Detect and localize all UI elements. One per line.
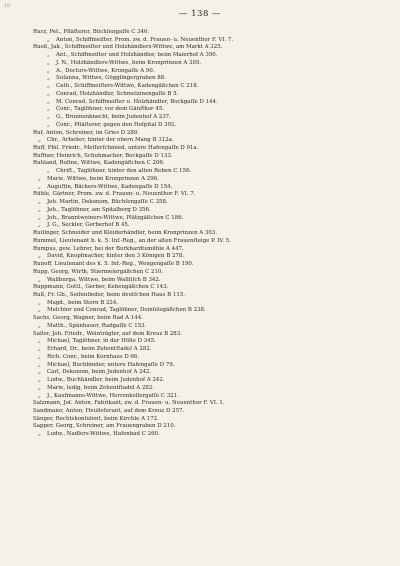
- directory-entry: [33, 393, 383, 401]
- entry-text: Joh. Martin, Dekonom, Büchſengaſſe C 358.: [47, 199, 168, 206]
- directory-entry: [33, 230, 383, 238]
- ditto-mark: „: [47, 114, 50, 121]
- directory-entry: [33, 168, 383, 176]
- entry-text: J. G., Seckler, Gerberhof B 45.: [47, 222, 130, 229]
- entry-text: Rummel, Lieutenant b. k. 5. Inf.-Reg., an der alten Frauenſteige P. IV. 5.: [33, 237, 231, 244]
- ditto-mark: „: [38, 214, 41, 221]
- entry-text: Ruffner, Heinrich, Schuhmacher, Bockgaſſe D 133.: [33, 152, 173, 159]
- directory-entry: [33, 246, 383, 254]
- directory-entry: [33, 346, 383, 354]
- ditto-mark: „: [47, 168, 50, 175]
- entry-text: Ludw., Buchhändler, beim Judenhof A 242.: [47, 377, 165, 384]
- directory-entry: [33, 261, 383, 269]
- directory-entry: [33, 331, 383, 339]
- directory-entry: [33, 83, 383, 91]
- directory-entry: [33, 37, 383, 45]
- entry-text: Chriſt., Taglöhner, hinter den alten Reben C 156.: [56, 168, 192, 175]
- ditto-mark: „: [47, 67, 50, 74]
- entry-text: Sänger, Rechtskonſulent, beim Kirchle A 172.: [33, 415, 159, 422]
- entry-text: Carl, Dekonom, beim Judenhof A 242.: [47, 369, 152, 376]
- ditto-mark: „: [47, 106, 50, 113]
- entry-text: Ruppmann, Gottl., Gerber, Kebengäßchen C 143.: [33, 284, 169, 291]
- directory-entry: [33, 99, 383, 107]
- entry-text: Rich. Conr., beim Kornhaus D 66.: [47, 353, 140, 360]
- directory-entry: [33, 145, 383, 153]
- directory-entry: [33, 400, 383, 408]
- directory-entry: [33, 160, 383, 168]
- entry-text: Marie, ledig, beim Zehentſtadel A 282.: [47, 384, 155, 391]
- directory-entry: [33, 385, 383, 393]
- entry-text: J. N., Holzhändlers-Wittwe, beim Kronprinzen A 305.: [56, 59, 202, 66]
- directory-entry: [33, 377, 383, 385]
- ditto-mark: „: [38, 175, 41, 182]
- directory-entry: [33, 176, 383, 184]
- ditto-mark: „: [47, 52, 50, 59]
- ditto-mark: „: [38, 322, 41, 329]
- entry-text: Erhard, Dr., beim Zehentſtadel A 282.: [47, 346, 152, 353]
- entry-text: Sailer, Joh. Friedr., Weinträgler, auf dem Kreuz B 283.: [33, 330, 182, 337]
- directory-entry: [33, 284, 383, 292]
- directory-entry: [33, 91, 383, 99]
- entry-text: Melchior und Conrad, Taglöhner, Deinſelsgäßchen B 238.: [47, 307, 206, 314]
- entry-text: M. Conrad, Schiffmeiſter u. Holzhändler, Bockgaſſe D 144.: [56, 98, 218, 105]
- entry-text: Salzmann, Joſ. Anton, Fabrikant, zw. d. Frauen- u. Neuenthor F. VI. 1.: [33, 400, 225, 407]
- corner-mark: 10: [4, 3, 11, 9]
- ditto-mark: „: [38, 338, 41, 345]
- directory-entry: [33, 362, 383, 370]
- ditto-mark: „: [38, 253, 41, 260]
- directory-entry: [33, 29, 383, 37]
- directory-entry: [33, 238, 383, 246]
- entry-text: Auguſtin, Bäckers-Wittwe, Kadengaſſe D 154.: [47, 183, 173, 190]
- directory-entry: [33, 215, 383, 223]
- directory-entry: [33, 75, 383, 83]
- directory-entry: [33, 354, 383, 362]
- directory-entry: [33, 408, 383, 416]
- ditto-mark: „: [47, 59, 50, 66]
- entry-text: Rumpus, gew. Lehrer, bei der Burkhardtsmühle A 447.: [33, 245, 184, 252]
- entry-text: Ant., Schiffmeiſter und Holzhändler, beim Maierhof A 390.: [56, 52, 218, 59]
- directory-entry: [33, 269, 383, 277]
- entry-text: J., Kaufmanns-Wittwe, Herrenkellergaſſe C 321.: [47, 392, 179, 399]
- directory-entry: [33, 153, 383, 161]
- directory-entry: [33, 423, 383, 431]
- entry-text: Chr., Arbeiter, hinter der obern Mang B 312a.: [47, 137, 174, 144]
- directory-entry: [33, 323, 383, 331]
- directory-entry: [33, 60, 383, 68]
- ditto-mark: „: [47, 83, 50, 90]
- entry-text: Magd., beim Stern B 224.: [47, 299, 119, 306]
- directory-entry: [33, 106, 383, 114]
- ditto-mark: „: [38, 369, 41, 376]
- ditto-mark: „: [38, 183, 41, 190]
- entry-text: Conr., Pfläſterer, gegen den Hoſpital D 392.: [56, 121, 177, 128]
- directory-entry: [33, 277, 383, 285]
- ditto-mark: „: [38, 346, 41, 353]
- directory-entry: [33, 431, 383, 439]
- entry-text: Ruiſinger, Schneider und Kleiderhändler, beim Kronprinzen A 303.: [33, 230, 218, 237]
- directory-entry: [33, 222, 383, 230]
- directory-entry: [33, 307, 383, 315]
- ditto-mark: „: [38, 431, 41, 438]
- directory-entry: [33, 191, 383, 199]
- entry-text: Runoff, Lieutenant des k. 5. Inf.-Reg., Wengengaſſe B 190.: [33, 261, 194, 268]
- directory-entry: [33, 68, 383, 76]
- entry-text: Rupp, Georg, Wirth, Stiermeiergäßchen C 210.: [33, 268, 164, 275]
- ditto-mark: „: [38, 222, 41, 229]
- directory-entry: [33, 315, 383, 323]
- ditto-mark: „: [38, 384, 41, 391]
- entry-text: David, Knopfmacher, hinter den 3 Königen B 278.: [47, 253, 185, 260]
- ditto-mark: „: [47, 98, 50, 105]
- entry-text: G., Brunnenknecht, beim Judenhof A 237.: [56, 114, 171, 121]
- entry-text: Suſanna, Wittwe, Gögglingergraben 88.: [56, 75, 166, 82]
- ditto-mark: „: [38, 377, 41, 384]
- directory-entry: [33, 207, 383, 215]
- ditto-mark: „: [38, 199, 41, 206]
- ditto-mark: „: [38, 137, 41, 144]
- directory-entry: [33, 253, 383, 261]
- directory-entry: [33, 44, 383, 52]
- entry-text: Ruhland, Roſine, Wittwe, Kadengäßchen C 206.: [33, 160, 165, 167]
- ditto-mark: „: [38, 353, 41, 360]
- entry-text: Rurz, Pet., Pfläſterer, Büchſengaſſe C 346.: [33, 29, 150, 35]
- entry-text: Cath., Schiffmeiſters-Wittwe, Kadengäßchen C 218.: [56, 83, 199, 90]
- ditto-mark: „: [47, 36, 50, 43]
- entry-text: Ludw., Nadlers-Wittwe, Hafenbad C 260.: [47, 431, 160, 438]
- directory-entry: [33, 114, 383, 122]
- entry-text: Joh., Taglöhner, am Spitalberg D 356.: [47, 206, 151, 213]
- directory-entry: [33, 130, 383, 138]
- entry-text: Ruf, Anton, Schreiner, im Gries D 289.: [33, 129, 139, 136]
- entry-text: Wallburga, Wittwe, beim Wallſiſch B 342.: [47, 276, 161, 283]
- ditto-mark: „: [38, 299, 41, 306]
- directory-entry: [33, 369, 383, 377]
- entry-text: Anton, Schiffmeiſter, Prom. zw. d. Frauen- u. Neuenthor F. VI. 7.: [56, 36, 234, 43]
- directory-entry: [33, 52, 383, 60]
- entry-text: Sandmaier, Anton, Heulieferant, auf dem Kreuz D 257.: [33, 407, 185, 414]
- ditto-mark: „: [38, 206, 41, 213]
- ditto-mark: „: [38, 307, 41, 314]
- directory-entry: [33, 199, 383, 207]
- entry-text: Ruff, Phil. Friedr., Meſſerſchmied, untere Hafengaſſe D 91a.: [33, 145, 199, 152]
- directory-entry: [33, 416, 383, 424]
- entry-text: Rueß, Jak., Schiffmeiſter und Holzhändlers-Wittwe, am Markt A 325.: [33, 44, 223, 51]
- ditto-mark: „: [38, 361, 41, 368]
- entry-text: Michael, Taglöhner, in der Hölle D 345.: [47, 338, 156, 345]
- directory-entry: [33, 292, 383, 300]
- directory-entry: [33, 300, 383, 308]
- entry-text: Rühle, Gärtner, Prom. zw. d. Frauen- u. Neuenthor F. VI. 7.: [33, 191, 196, 198]
- entry-text: Conr., Taglöhner, vor dem Gänſthor 45.: [56, 106, 165, 113]
- ditto-mark: „: [38, 276, 41, 283]
- directory-entry: [33, 338, 383, 346]
- entry-text: A., Doctors-Wittwe, Krongaſſe A 90.: [56, 67, 155, 74]
- ditto-mark: „: [47, 90, 50, 97]
- directory-entry: [33, 122, 383, 130]
- entry-text: Sapper, Georg, Schreiner, am Frauengraben D 210.: [33, 423, 176, 430]
- entry-text: Joh., Branntweiners-Wittwe, Plätzgäßchen C 186.: [47, 214, 184, 221]
- entry-text: Sachs, Georg, Wagner, beim Rad A 144.: [33, 315, 143, 322]
- page-number: — 138 —: [178, 9, 222, 19]
- directory-entry: [33, 137, 383, 145]
- entry-text: Ruß, Fr. Gb., Seifenſieder, beim deutſchen Haus B 115.: [33, 291, 186, 298]
- entry-text: Marie, Wittwe, beim Kronprinzen A 296.: [47, 175, 159, 182]
- directory-entry: [33, 184, 383, 192]
- ditto-mark: „: [47, 121, 50, 128]
- entry-text: Michael, Buchbinder, untere Hafengaſſe D 79.: [47, 361, 175, 368]
- ditto-mark: „: [38, 392, 41, 399]
- entry-text: Matth., Spänhauer, Radgaſſe C 153.: [47, 322, 147, 329]
- ditto-mark: „: [47, 75, 50, 82]
- entry-text: Conrad, Holzhändler, Schmelzinengaſſe B 5.: [56, 90, 179, 97]
- directory-entries: [33, 29, 383, 439]
